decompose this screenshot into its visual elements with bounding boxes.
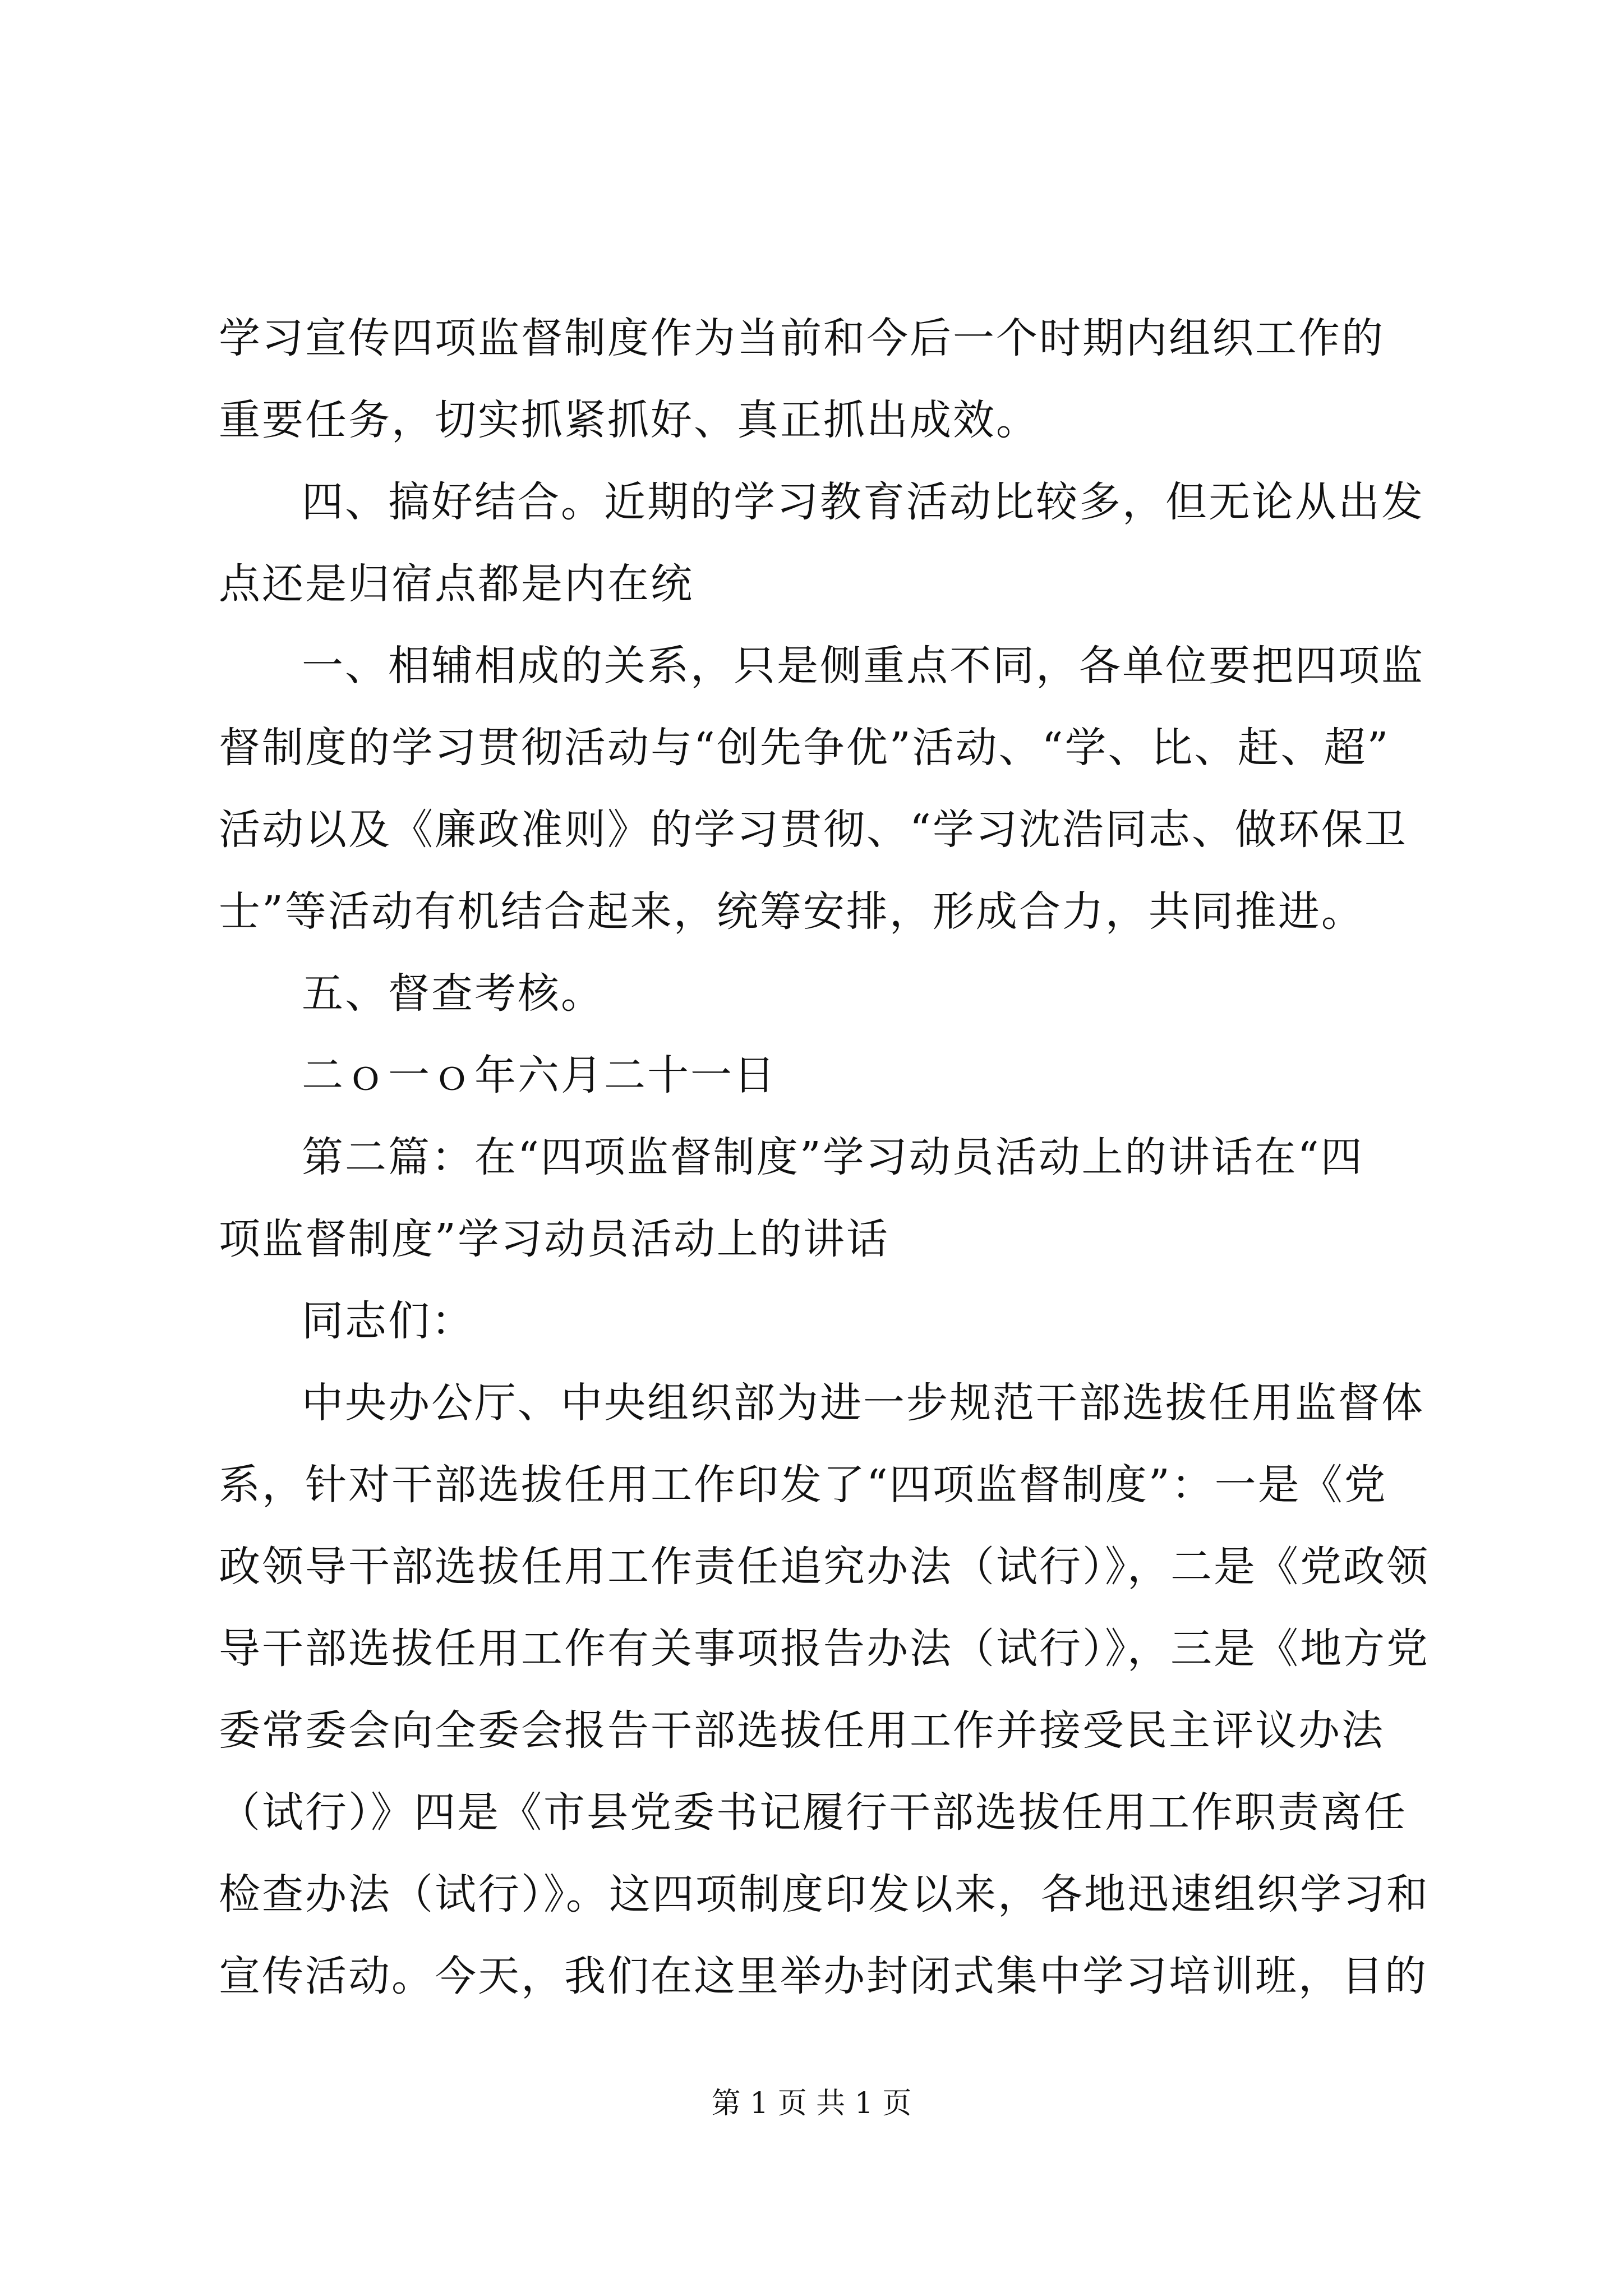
page-footer: 第 1 页 共 1 页 xyxy=(711,2087,912,2120)
text-line: 项监督制度”学习动员活动上的讲话 xyxy=(219,1215,889,1263)
text-line: 活动以及《廉政准则》的学习贯彻、“学习沈浩同志、做环保卫 xyxy=(219,806,1408,854)
text-line: 第二篇：在“四项监督制度”学习动员活动上的讲话在“四 xyxy=(302,1133,1364,1181)
text-line: 二ｏ一ｏ年六月二十一日 xyxy=(302,1051,777,1099)
text-line: 士”等活动有机结合起来，统筹安排，形成合力，共同推进。 xyxy=(219,887,1364,936)
text-line: 委常委会向全委会报告干部选拔任用工作并接受民主评议办法 xyxy=(219,1706,1385,1755)
text-line: 检查办法（试行）》。这四项制度印发以来，各地迅速组织学习和 xyxy=(219,1870,1430,1918)
text-line: 系，针对干部选拔任用工作印发了“四项监督制度”：一是《党 xyxy=(219,1461,1387,1509)
text-line: 学习宣传四项监督制度作为当前和今后一个时期内组织工作的 xyxy=(219,314,1385,362)
text-line: （试行）》四是《市县党委书记履行干部选拔任用工作职责离任 xyxy=(219,1788,1407,1837)
text-line: 宣传活动。今天，我们在这里举办封闭式集中学习培训班，目的 xyxy=(219,1952,1428,2000)
text-line: 重要任务，切实抓紧抓好、真正抓出成效。 xyxy=(219,396,1039,444)
text-line: 同志们： xyxy=(302,1297,474,1345)
text-line: 政领导干部选拔任用工作责任追究办法（试行）》，二是《党政领 xyxy=(219,1543,1430,1591)
text-line: 督制度的学习贯彻活动与“创先争优”活动、“学、比、赶、超” xyxy=(219,724,1390,772)
text-line: 一、相辅相成的关系，只是侧重点不同，各单位要把四项监 xyxy=(302,642,1424,690)
text-line: 点还是归宿点都是内在统 xyxy=(219,560,694,608)
text-line: 中央办公厅、中央组织部为进一步规范干部选拔任用监督体 xyxy=(302,1379,1424,1427)
text-line: 导干部选拔任用工作有关事项报告办法（试行）》，三是《地方党 xyxy=(219,1625,1430,1673)
text-line: 五、督查考核。 xyxy=(302,969,604,1018)
document-body xyxy=(219,297,1430,2017)
text-line: 四、搞好结合。近期的学习教育活动比较多，但无论从出发 xyxy=(302,478,1424,526)
